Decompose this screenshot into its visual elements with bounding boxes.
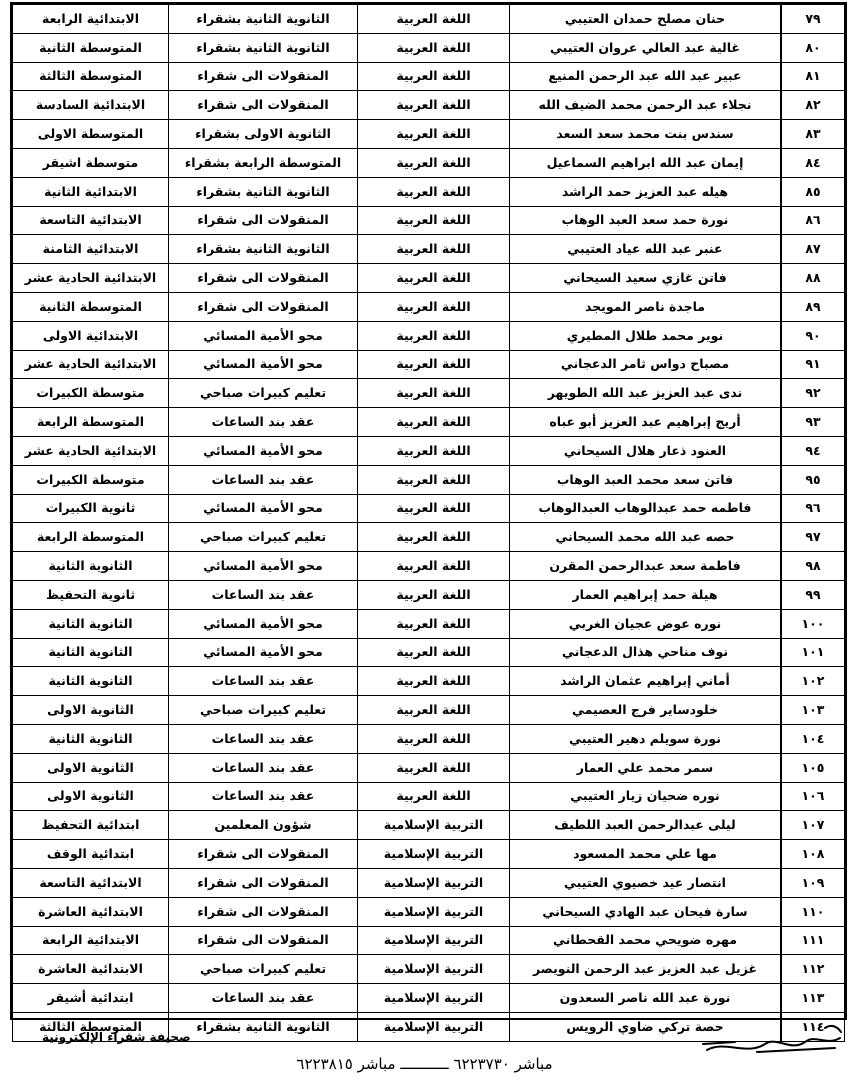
from-school-cell: تعليم كبيرات صباحي xyxy=(169,379,358,408)
roster-sheet xyxy=(10,2,847,1034)
row-number: ٨٢ xyxy=(781,91,845,120)
subject-cell: اللغة العربية xyxy=(358,552,510,581)
subject-cell: اللغة العربية xyxy=(358,408,510,437)
subject-cell: التربية الإسلامية xyxy=(358,984,510,1013)
table-row xyxy=(13,638,845,667)
to-school-cell: متوسطة الكبيرات xyxy=(13,465,169,494)
teacher-name: سارة فيحان عبد الهادي السيحاني xyxy=(510,897,782,926)
teacher-name: نوره ضحيان زيار العتيبي xyxy=(510,782,782,811)
from-school-cell: محو الأمية المسائي xyxy=(169,350,358,379)
from-school-cell: تعليم كبيرات صباحي xyxy=(169,523,358,552)
row-number: ٩٧ xyxy=(781,523,845,552)
table-row xyxy=(13,206,845,235)
to-school-cell: الابتدائية العاشرة xyxy=(13,955,169,984)
table-row xyxy=(13,609,845,638)
row-number: ١١٣ xyxy=(781,984,845,1013)
table-row xyxy=(13,926,845,955)
row-number: ٨٠ xyxy=(781,33,845,62)
teacher-name: نوف مناحي هذال الدعجاني xyxy=(510,638,782,667)
subject-cell: التربية الإسلامية xyxy=(358,1012,510,1041)
subject-cell: اللغة العربية xyxy=(358,120,510,149)
table-row xyxy=(13,5,845,34)
table-row xyxy=(13,235,845,264)
row-number: ١٠٥ xyxy=(781,753,845,782)
to-school-cell: الثانوية الثانية xyxy=(13,724,169,753)
row-number: ٩٦ xyxy=(781,494,845,523)
to-school-cell: متوسطة اشيقر xyxy=(13,148,169,177)
subject-cell: اللغة العربية xyxy=(358,350,510,379)
table-row xyxy=(13,753,845,782)
to-school-cell: ثانوية الكبيرات xyxy=(13,494,169,523)
from-school-cell: المنقولات الى شقراء xyxy=(169,868,358,897)
teacher-name: فاتن سعد محمد العبد الوهاب xyxy=(510,465,782,494)
subject-cell: اللغة العربية xyxy=(358,494,510,523)
from-school-cell: المنقولات الى شقراء xyxy=(169,62,358,91)
teacher-name: أريج إبراهيم عبد العزيز أبو عباه xyxy=(510,408,782,437)
from-school-cell: شؤون المعلمين xyxy=(169,811,358,840)
roster-table xyxy=(12,4,845,1042)
table-row xyxy=(13,264,845,293)
row-number: ٩٨ xyxy=(781,552,845,581)
row-number: ٨٥ xyxy=(781,177,845,206)
teacher-name: نوره عوض عجيان الغربي xyxy=(510,609,782,638)
table-row xyxy=(13,724,845,753)
table-row xyxy=(13,33,845,62)
subject-cell: اللغة العربية xyxy=(358,638,510,667)
from-school-cell: محو الأمية المسائي xyxy=(169,552,358,581)
teacher-name: مهره ضويحي محمد القحطاني xyxy=(510,926,782,955)
subject-cell: اللغة العربية xyxy=(358,523,510,552)
subject-cell: اللغة العربية xyxy=(358,33,510,62)
subject-cell: اللغة العربية xyxy=(358,5,510,34)
subject-cell: التربية الإسلامية xyxy=(358,868,510,897)
teacher-name: ماجدة ناصر المويجد xyxy=(510,292,782,321)
teacher-name: نورة حمد سعد العبد الوهاب xyxy=(510,206,782,235)
from-school-cell: محو الأمية المسائي xyxy=(169,321,358,350)
to-school-cell: الابتدائية التاسعة xyxy=(13,868,169,897)
table-row xyxy=(13,840,845,869)
to-school-cell: ابتدائية الوقف xyxy=(13,840,169,869)
to-school-cell: المتوسطة الرابعة xyxy=(13,408,169,437)
row-number: ٩٠ xyxy=(781,321,845,350)
row-number: ١١٤ xyxy=(781,1012,845,1041)
to-school-cell: الثانوية الاولى xyxy=(13,696,169,725)
row-number: ٨١ xyxy=(781,62,845,91)
to-school-cell: ثانوية التحفيظ xyxy=(13,580,169,609)
row-number: ٩١ xyxy=(781,350,845,379)
teacher-name: مها علي محمد المسعود xyxy=(510,840,782,869)
table-row xyxy=(13,177,845,206)
from-school-cell: المتوسطة الرابعة بشقراء xyxy=(169,148,358,177)
subject-cell: اللغة العربية xyxy=(358,321,510,350)
table-row xyxy=(13,494,845,523)
row-number: ٩٩ xyxy=(781,580,845,609)
subject-cell: اللغة العربية xyxy=(358,696,510,725)
table-row xyxy=(13,580,845,609)
row-number: ٩٥ xyxy=(781,465,845,494)
table-row xyxy=(13,120,845,149)
to-school-cell: المتوسطة الرابعة xyxy=(13,523,169,552)
subject-cell: اللغة العربية xyxy=(358,264,510,293)
to-school-cell: الثانوية الثانية xyxy=(13,552,169,581)
from-school-cell: الثانوية الثانية بشقراء xyxy=(169,177,358,206)
row-number: ١١٢ xyxy=(781,955,845,984)
row-number: ٩٤ xyxy=(781,436,845,465)
to-school-cell: الابتدائية الرابعة xyxy=(13,5,169,34)
newspaper-source: صحيفة شقراء الإلكترونية xyxy=(42,1030,191,1044)
teacher-name: العنود ذعار هلال السيحاني xyxy=(510,436,782,465)
table-row xyxy=(13,667,845,696)
teacher-name: هيلة حمد إبراهيم العمار xyxy=(510,580,782,609)
to-school-cell: الثانوية الثانية xyxy=(13,667,169,696)
table-row xyxy=(13,552,845,581)
teacher-name: حصه عبد الله محمد السيحاني xyxy=(510,523,782,552)
row-number: ١٠٢ xyxy=(781,667,845,696)
row-number: ١٠٦ xyxy=(781,782,845,811)
from-school-cell: عقد بند الساعات xyxy=(169,984,358,1013)
to-school-cell: الابتدائية الثامنة xyxy=(13,235,169,264)
from-school-cell: المنقولات الى شقراء xyxy=(169,897,358,926)
subject-cell: اللغة العربية xyxy=(358,465,510,494)
from-school-cell: محو الأمية المسائي xyxy=(169,638,358,667)
subject-cell: اللغة العربية xyxy=(358,436,510,465)
subject-cell: اللغة العربية xyxy=(358,62,510,91)
row-number: ١٠٨ xyxy=(781,840,845,869)
teacher-name: خلودساير فرج العصيمي xyxy=(510,696,782,725)
subject-cell: التربية الإسلامية xyxy=(358,897,510,926)
subject-cell: اللغة العربية xyxy=(358,609,510,638)
teacher-name: غزيل عبد العزيز عبد الرحمن النويصر xyxy=(510,955,782,984)
to-school-cell: ابتدائية التحفيظ xyxy=(13,811,169,840)
from-school-cell: عقد بند الساعات xyxy=(169,753,358,782)
table-row xyxy=(13,436,845,465)
subject-cell: اللغة العربية xyxy=(358,292,510,321)
teacher-name: نجلاء عبد الرحمن محمد الضيف الله xyxy=(510,91,782,120)
row-number: ١٠١ xyxy=(781,638,845,667)
row-number: ١١٠ xyxy=(781,897,845,926)
row-number: ٨٧ xyxy=(781,235,845,264)
table-row xyxy=(13,955,845,984)
from-school-cell: الثانوية الثانية بشقراء xyxy=(169,235,358,264)
teacher-name: حصة تركي ضاوي الرويس xyxy=(510,1012,782,1041)
teacher-name: مصباح دواس ثامر الدعجاني xyxy=(510,350,782,379)
table-row xyxy=(13,523,845,552)
table-row xyxy=(13,379,845,408)
table-row xyxy=(13,984,845,1013)
teacher-name: عبير عبد الله عبد الرحمن المنيع xyxy=(510,62,782,91)
subject-cell: اللغة العربية xyxy=(358,667,510,696)
subject-cell: اللغة العربية xyxy=(358,148,510,177)
from-school-cell: عقد بند الساعات xyxy=(169,580,358,609)
table-row xyxy=(13,321,845,350)
subject-cell: التربية الإسلامية xyxy=(358,955,510,984)
row-number: ٨٦ xyxy=(781,206,845,235)
table-row xyxy=(13,292,845,321)
from-school-cell: المنقولات الى شقراء xyxy=(169,292,358,321)
table-row xyxy=(13,408,845,437)
subject-cell: اللغة العربية xyxy=(358,177,510,206)
to-school-cell: متوسطة الكبيرات xyxy=(13,379,169,408)
direct-phone-stamp: مباشر ٦٢٢٣٧٣٠ ـــــــــــ مباشر ٦٢٢٣٨١٥ xyxy=(296,1055,553,1073)
from-school-cell: محو الأمية المسائي xyxy=(169,436,358,465)
row-number: ٨٣ xyxy=(781,120,845,149)
row-number: ٨٨ xyxy=(781,264,845,293)
from-school-cell: المنقولات الى شقراء xyxy=(169,91,358,120)
table-row xyxy=(13,148,845,177)
row-number: ١١١ xyxy=(781,926,845,955)
from-school-cell: محو الأمية المسائي xyxy=(169,494,358,523)
to-school-cell: المتوسطة الثانية xyxy=(13,33,169,62)
to-school-cell: الثانوية الثانية xyxy=(13,609,169,638)
table-row xyxy=(13,897,845,926)
to-school-cell: الابتدائية التاسعة xyxy=(13,206,169,235)
teacher-name: أماني إبراهيم عثمان الراشد xyxy=(510,667,782,696)
from-school-cell: الثانوية الثانية بشقراء xyxy=(169,33,358,62)
teacher-name: فاطمة سعد عبدالرحمن المقرن xyxy=(510,552,782,581)
to-school-cell: الابتدائية الحادية عشر xyxy=(13,436,169,465)
row-number: ١٠٣ xyxy=(781,696,845,725)
from-school-cell: عقد بند الساعات xyxy=(169,408,358,437)
teacher-name: فاطمه حمد عبدالوهاب العبدالوهاب xyxy=(510,494,782,523)
from-school-cell: المنقولات الى شقراء xyxy=(169,206,358,235)
to-school-cell: المتوسطة الثانية xyxy=(13,292,169,321)
from-school-cell: الثانوية الاولى بشقراء xyxy=(169,120,358,149)
from-school-cell: المنقولات الى شقراء xyxy=(169,926,358,955)
table-row xyxy=(13,62,845,91)
table-row xyxy=(13,868,845,897)
row-number: ٧٩ xyxy=(781,5,845,34)
from-school-cell: المنقولات الى شقراء xyxy=(169,840,358,869)
row-number: ٨٩ xyxy=(781,292,845,321)
from-school-cell: الثانوية الثانية بشقراء xyxy=(169,5,358,34)
teacher-name: غالية عبد العالي عروان العتيبي xyxy=(510,33,782,62)
row-number: ١٠٧ xyxy=(781,811,845,840)
teacher-name: نورة عبد الله ناصر السعدون xyxy=(510,984,782,1013)
subject-cell: التربية الإسلامية xyxy=(358,811,510,840)
to-school-cell: الابتدائية السادسة xyxy=(13,91,169,120)
from-school-cell: تعليم كبيرات صباحي xyxy=(169,696,358,725)
from-school-cell: المنقولات الى شقراء xyxy=(169,264,358,293)
from-school-cell: تعليم كبيرات صباحي xyxy=(169,955,358,984)
table-row xyxy=(13,91,845,120)
to-school-cell: الثانوية الاولى xyxy=(13,782,169,811)
teacher-name: حنان مصلح حمدان العتيبي xyxy=(510,5,782,34)
teacher-name: ليلى عبدالرحمن العبد اللطيف xyxy=(510,811,782,840)
from-school-cell: عقد بند الساعات xyxy=(169,724,358,753)
to-school-cell: الابتدائية الرابعة xyxy=(13,926,169,955)
to-school-cell: الابتدائية العاشرة xyxy=(13,897,169,926)
from-school-cell: عقد بند الساعات xyxy=(169,782,358,811)
to-school-cell: المتوسطة الثالثة xyxy=(13,62,169,91)
to-school-cell: المتوسطة الثالثة xyxy=(13,1012,169,1041)
subject-cell: اللغة العربية xyxy=(358,580,510,609)
to-school-cell: ابتدائية أشيقر xyxy=(13,984,169,1013)
teacher-name: ندى عبد العزيز عبد الله الطويهر xyxy=(510,379,782,408)
to-school-cell: الثانوية الثانية xyxy=(13,638,169,667)
from-school-cell: عقد بند الساعات xyxy=(169,465,358,494)
subject-cell: اللغة العربية xyxy=(358,782,510,811)
teacher-name: سمر محمد علي العمار xyxy=(510,753,782,782)
subject-cell: اللغة العربية xyxy=(358,379,510,408)
teacher-name: نورة سويلم دهير العتيبي xyxy=(510,724,782,753)
subject-cell: اللغة العربية xyxy=(358,724,510,753)
table-row xyxy=(13,465,845,494)
row-number: ٩٣ xyxy=(781,408,845,437)
subject-cell: التربية الإسلامية xyxy=(358,840,510,869)
teacher-name: نوير محمد طلال المطيري xyxy=(510,321,782,350)
from-school-cell: محو الأمية المسائي xyxy=(169,609,358,638)
teacher-name: إيمان عبد الله ابراهيم السماعيل xyxy=(510,148,782,177)
subject-cell: اللغة العربية xyxy=(358,753,510,782)
teacher-name: هيله عبد العزيز حمد الراشد xyxy=(510,177,782,206)
teacher-name: فاتن غازي سعيد السيحاني xyxy=(510,264,782,293)
teacher-name: سندس بنت محمد سعد السعد xyxy=(510,120,782,149)
teacher-name: انتصار عيد خصيوي العتيبي xyxy=(510,868,782,897)
to-school-cell: الابتدائية الاولى xyxy=(13,321,169,350)
to-school-cell: الابتدائية الحادية عشر xyxy=(13,350,169,379)
subject-cell: اللغة العربية xyxy=(358,235,510,264)
subject-cell: التربية الإسلامية xyxy=(358,926,510,955)
roster-body xyxy=(13,5,845,1042)
row-number: ١٠٠ xyxy=(781,609,845,638)
from-school-cell: عقد بند الساعات xyxy=(169,667,358,696)
row-number: ١٠٩ xyxy=(781,868,845,897)
subject-cell: اللغة العربية xyxy=(358,91,510,120)
table-row xyxy=(13,350,845,379)
table-row xyxy=(13,782,845,811)
row-number: ٨٤ xyxy=(781,148,845,177)
to-school-cell: الابتدائية الثانية xyxy=(13,177,169,206)
to-school-cell: الثانوية الاولى xyxy=(13,753,169,782)
to-school-cell: الابتدائية الحادية عشر xyxy=(13,264,169,293)
teacher-name: عنبر عبد الله عياد العتيبي xyxy=(510,235,782,264)
subject-cell: اللغة العربية xyxy=(358,206,510,235)
table-row xyxy=(13,811,845,840)
row-number: ٩٢ xyxy=(781,379,845,408)
from-school-cell: الثانوية الثانية بشقراء xyxy=(169,1012,358,1041)
to-school-cell: المتوسطة الاولى xyxy=(13,120,169,149)
row-number: ١٠٤ xyxy=(781,724,845,753)
table-row xyxy=(13,696,845,725)
